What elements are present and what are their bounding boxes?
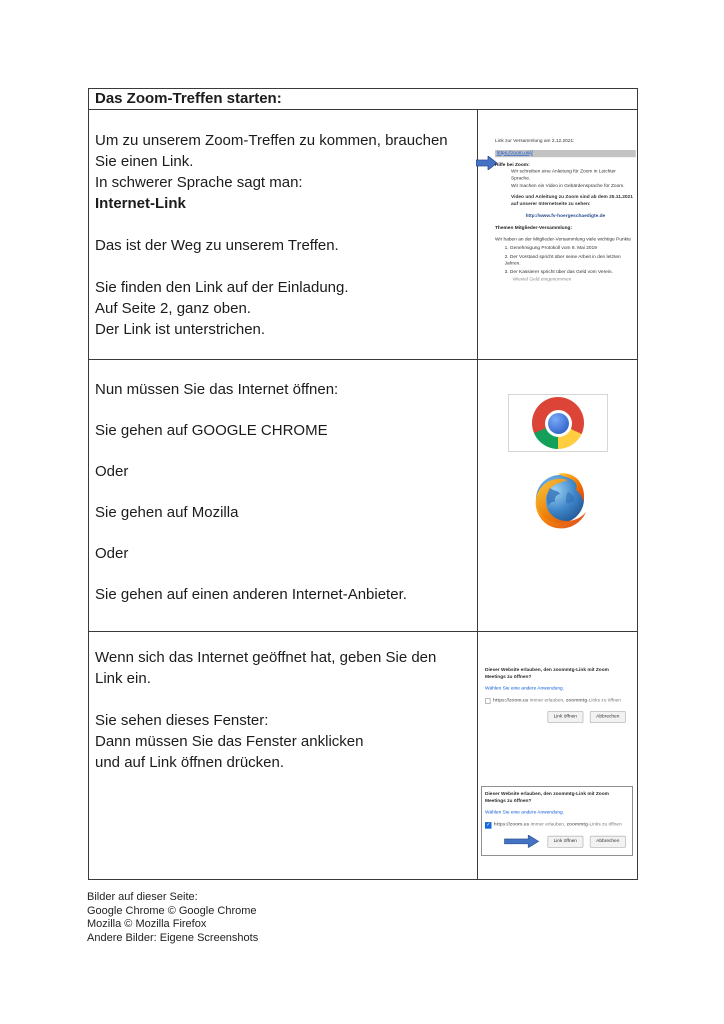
- credit-line: Andere Bilder: Eigene Screenshots: [87, 931, 259, 944]
- cancel-button[interactable]: Abbrechen: [590, 835, 626, 847]
- section1-image-cell: [478, 109, 637, 359]
- section1-line: Sie finden den Link auf der Einladung.: [95, 279, 349, 296]
- invite-list-item: 1. Genehmigung Protokoll vom 8. Mai 2019: [504, 245, 597, 251]
- invite-video-note: Video und Anleitung zu Zoom sind ab dem 25.11.2021 auf unserer Internetseite zu sehen:: [511, 195, 633, 207]
- section1-line: Sie einen Link.: [95, 153, 194, 170]
- chrome-logo-box: [508, 394, 608, 452]
- section2-line: Oder: [95, 463, 129, 480]
- page-title: Das Zoom-Treffen starten:: [95, 90, 282, 107]
- section3-line: Wenn sich das Internet geöffnet hat, geben Sie den: [95, 649, 437, 666]
- open-link-button[interactable]: Link öffnen: [547, 835, 583, 847]
- open-link-button[interactable]: Link öffnen: [547, 711, 583, 723]
- image-credits: [87, 891, 258, 945]
- section3-line: und auf Link öffnen drücken.: [95, 754, 285, 771]
- checkbox-checked-icon[interactable]: ✓: [486, 822, 491, 828]
- section1-line: Der Link ist unterstrichen.: [95, 321, 266, 338]
- section2-line: Sie gehen auf einen anderen Internet-Anbieter.: [95, 586, 407, 603]
- instruction-table: [88, 88, 638, 880]
- section3-line: Sie sehen dieses Fenster:: [95, 712, 269, 729]
- allow-scheme: zoommtg: [566, 822, 588, 827]
- section1-text-cell: [89, 109, 478, 359]
- section1-line: Auf Seite 2, ganz oben.: [95, 300, 251, 317]
- section2-line: Oder: [95, 545, 129, 562]
- invite-help-heading: Hilfe bei Zoom:: [495, 162, 530, 168]
- blue-arrow-icon: [504, 835, 539, 848]
- section3-line: Dann müssen Sie das Fenster anklicken: [95, 733, 364, 750]
- firefox-dialog-screenshot-1: [485, 667, 630, 747]
- dialog-title: Dieser Website erlauben, den zoommtg-Link mit Zoom Meetings zu öffnen?: [485, 791, 609, 804]
- highlighted-link-bar: [495, 150, 636, 157]
- invite-list-subline: Wieviel Geld eingenommen: [512, 276, 572, 282]
- allow-label: https://zoom.us immer erlauben, zoommtg-Links zu öffnen: [493, 822, 622, 827]
- credit-line: Bilder auf dieser Seite:: [87, 891, 198, 903]
- section3-image-cell: [478, 631, 637, 879]
- invite-date-line: Link zur Versammlung am 2.12.2021:: [495, 138, 575, 144]
- section3-text-cell: [89, 631, 478, 879]
- section1-line: Um zu unserem Zoom-Treffen zu kommen, brauchen: [95, 132, 448, 149]
- invite-help-line: Wir schreiben eine Anleitung für Zoom in Leichter Sprache.: [511, 169, 616, 182]
- allow-host: https://zoom.us: [493, 698, 529, 703]
- section3-line: Link ein.: [95, 670, 151, 687]
- invite-list-item: 2. Der Vorstand spricht über seine Arbeit in den letzten Jahren.: [504, 254, 621, 267]
- choose-app-link[interactable]: Wählen Sie eine andere Anwendung.: [485, 810, 564, 815]
- cancel-button[interactable]: Abbrechen: [590, 711, 626, 723]
- choose-app-link[interactable]: Wählen Sie eine andere Anwendung.: [485, 686, 564, 691]
- section2-line: Sie gehen auf GOOGLE CHROME: [95, 422, 328, 439]
- section1-line-bold: Internet-Link: [95, 195, 186, 212]
- invite-site-link[interactable]: http://www.fv-hoergeschaedigte.de: [525, 213, 606, 219]
- section2-image-cell: [478, 359, 637, 631]
- credit-line: Google Chrome © Google Chrome: [87, 904, 257, 917]
- firefox-icon: [528, 468, 592, 532]
- invite-help-line: Wir machen ein Video in Gebärdensprache für Zoom.: [511, 183, 625, 189]
- zoom-link[interactable]: https://zoom.us/j/: [496, 150, 533, 156]
- section1-line: Das ist der Weg zu unserem Treffen.: [95, 237, 339, 254]
- credit-line: Mozilla © Mozilla Firefox: [87, 918, 207, 930]
- firefox-dialog-screenshot-2: [481, 786, 633, 856]
- invitation-screenshot: [495, 138, 636, 323]
- invite-list-item: 3. Der Kassierer spricht über das Geld vom Verein.: [504, 269, 613, 275]
- allow-host: https://zoom.us: [493, 822, 530, 827]
- section2-line: Nun müssen Sie das Internet öffnen:: [95, 381, 339, 398]
- chrome-icon: [532, 397, 584, 449]
- section1-line: In schwerer Sprache sagt man:: [95, 174, 303, 191]
- invite-themen-heading: Themen Mitglieder-Versammlung:: [495, 225, 573, 231]
- invite-themen-intro: Wir haben an der Mitglieder-Versammlung viele wichtige Punkte: [495, 237, 632, 243]
- allow-label: https://zoom.us immer erlauben, zoommtg-Links zu öffnen: [493, 698, 621, 703]
- checkbox-unchecked-icon[interactable]: [485, 698, 491, 704]
- section2-line: Sie gehen auf Mozilla: [95, 504, 239, 521]
- section2-text-cell: [89, 359, 478, 631]
- dialog-title: Dieser Website erlauben, den zoommtg-Link mit Zoom Meetings zu öffnen?: [485, 667, 609, 680]
- allow-scheme: zoommtg: [565, 698, 588, 703]
